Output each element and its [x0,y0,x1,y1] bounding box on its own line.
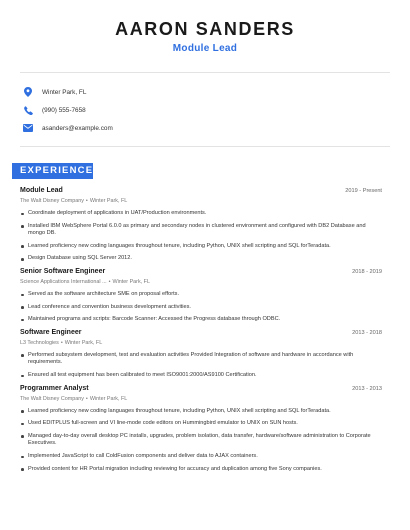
job-company-line: Science Applications International ... • Winter Park, FL [20,278,150,285]
contact-email-text: asanders@example.com [42,124,113,132]
header-divider [20,72,390,73]
job-location: Winter Park, FL [112,278,150,285]
contact-location [22,83,113,101]
job-company: L3 Technologies [20,339,59,346]
job-bullet: Used EDITPLUS full-screen and VI line-mode code editors on Hummingbird emulator to UNIX on SUN hosts. [20,420,382,428]
contact-email [22,119,113,137]
job-location: Winter Park, FL [64,339,103,346]
job-bullet: Managed day-to-day overall desktop PC installs, upgrades, problem isolation, data transfer, hardware/software administration to Corporate Executives. [20,433,382,448]
job-title-heading: Module Lead [172,43,238,54]
job-bullet: Ensured all test equipment has been calibrated to meet ISO9001:2000/AS9100 Certification. [20,372,382,380]
job-bullet: Maintained programs and scripts: Barcode Scanner: Accessed the Progress database through ODBC. [20,316,382,324]
job-dates: 2019 - Present [345,188,382,194]
contact-location-text: Winter Park, FL [42,88,87,96]
job-dates: 2013 - 2013 [352,385,382,392]
experience-section [20,187,382,478]
contact-divider [20,146,390,147]
job-title: Senior Software Engineer [20,267,106,275]
job-bullet: Design Database using SQL Server 2012. [20,255,382,263]
contact-phone-text: (990) 555-7658 [42,106,86,114]
job-entry [20,385,382,474]
job-entry [20,268,382,324]
job-bullets [20,408,382,474]
job-bullets [20,291,382,324]
phone-icon [22,104,34,116]
job-bullet: Coordinate deployment of applications in UAT/Production environments. [20,210,382,218]
email-icon [22,122,34,134]
job-company: The Walt Disney Company [20,395,84,402]
job-company: Science Applications International ... [20,278,107,285]
job-title: Software Engineer [20,328,82,336]
job-company-line: The Walt Disney Company • Winter Park, FL [20,395,128,402]
job-bullet: Served as the software architecture SME on proposal efforts. [20,291,382,299]
job-bullet: Implemented JavaScript to call ColdFusion components and deliver data to AJAX containers. [20,453,382,461]
location-pin-icon [22,86,34,98]
job-company-line: L3 Technologies • Winter Park, FL [20,339,103,346]
candidate-name: AARON SANDERS [115,19,295,39]
job-bullet: Performed subsystem development, test and evaluation activities Provided Integration of software and hardware in accordance with requirements. [20,352,382,367]
job-title: Module Lead [20,187,63,194]
job-bullet: Learned proficiency new coding languages throughout tenure, including Python, UNIX shell scripting and SQL forTeradata. [20,243,382,251]
contact-phone [22,101,113,119]
job-location: Winter Park, FL [89,198,128,204]
job-entry [20,187,382,263]
job-title: Programmer Analyst [20,384,89,392]
resume-header [0,0,410,54]
job-bullet: Learned proficiency new coding languages throughout tenure, including Python, UNIX shell scripting and SQL forTeradata. [20,408,382,416]
job-bullet: Lead conference and convention business development activities. [20,304,382,312]
job-bullet: Provided content for HR Portal migration including reviewing for accuracy and duplication among five Sony companies. [20,466,382,474]
job-bullets [20,352,382,380]
job-company: The Walt Disney Company [20,198,84,204]
job-company-line: The Walt Disney Company • Winter Park, FL [20,198,128,204]
job-location: Winter Park, FL [89,395,128,402]
job-bullet: Installed IBM WebSphere Portal 6.0.0 as primary and secondary nodes in clustered environment and configured with DB2 Database and mongo DB. [20,223,382,238]
job-bullets [20,210,382,263]
section-heading-experience: EXPERIENCE [12,163,93,179]
contact-list [22,83,113,137]
job-dates: 2018 - 2019 [352,268,382,275]
job-dates: 2013 - 2018 [352,329,382,336]
job-entry [20,329,382,380]
